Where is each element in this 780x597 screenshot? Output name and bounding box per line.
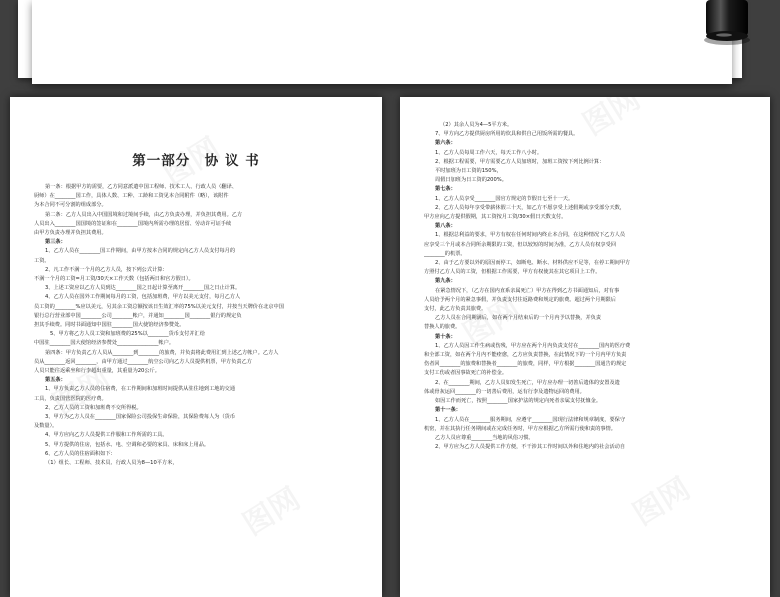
text-line: 员从________返回________，由甲方通过________航空公司向乙方人员提供机票，甲方负责乙方 — [34, 358, 252, 365]
text-line: 为本合同不可分割的组成部分。 — [34, 202, 107, 209]
text-line: 员工资的________%应以美元，另其余工资总额按该日生效汇率的75%以美元支付，并按当天牌价在北京中国 — [34, 303, 284, 310]
text-line: 及数量）。 — [34, 423, 58, 430]
text-line: 支付工伤或者因事故死亡的补偿金。 — [424, 370, 508, 377]
watermark — [623, 464, 697, 533]
text-line: 1、根据总利益的要求，甲方有权在任何时间内终止本合同，在这种情况下乙方人员 — [435, 232, 626, 239]
left-page-body — [34, 183, 358, 468]
text-line: 第二条：乙方人员出入中国国境和过境间手续，由乙方负责办理，并负担其费用。乙方 — [45, 211, 243, 218]
text-line: 如因工作而死亡，按照________国家护法的规定向死者亲属支付抚恤金。 — [435, 398, 602, 405]
article-heading: 第十一条： — [435, 407, 461, 414]
text-line: 2、凡工作不满一个月的乙方人员，按下列公式计算： — [45, 266, 168, 273]
text-line: 周假日加班为日工资的200%。 — [435, 177, 507, 184]
text-line: 由甲方负责办理并负担其费用。 — [34, 230, 107, 237]
right-page-body — [424, 121, 746, 452]
text-line: 第四条：甲方负责乙方人员从________到________的旅费，并负责将此费用汇到上述乙方帐户。乙方人 — [45, 349, 279, 356]
text-line: 甲方应向乙方提供假期，其工资按月工资/30×假日天数支付。 — [424, 214, 567, 221]
text-line: 人员出入________国国境的签证和在________国境内所需办理的居留、劳动许可证手续 — [34, 220, 232, 227]
text-line: 2、乙方人员的工资和加班费不交所得税。 — [45, 404, 142, 411]
text-line: 应享受三个月或本合同所余期限的工资，但以较短的时间为准，乙方人员有权享受回 — [424, 241, 616, 248]
text-line: 3、甲方为乙方人员在________国家保险公司投保生命保险，其保险费每人为（货币 — [45, 414, 236, 421]
text-line: 3、上述工资应以乙方人员到达________国之日起计算至离开________国之日止计算。 — [45, 285, 241, 292]
text-line: 4、乙方人员在国外工作期间每月的工资，包括加班费，甲方以美元支付，每月乙方人 — [45, 294, 241, 301]
text-line: 第一条：根据甲方的需要，乙方同意派遣中国工程师、技术工人、行政人员（翻译、 — [45, 184, 237, 190]
text-line: 1、乙方人员享受________国官方规定的节假日七至十一天。 — [435, 195, 574, 202]
text-line: 在紧急情况下，（乙方在国内直系亲属死亡）甲方在得到乙方书面通知后，对有事 — [435, 287, 620, 294]
text-line: 2、根据工程需要，甲方需要乙方人员加班时，加班工资按下列比例计算： — [435, 158, 605, 165]
text-line: 2、乙方人员每年享受带薪休假三十天，如乙方不愿享受上述假期或享受部分天数， — [435, 204, 626, 211]
article-heading: 第八条： — [435, 223, 456, 230]
pen-icon — [700, 0, 752, 46]
text-line: 体或骨灰运回________的一切善后费用，运有行李及遗物运回的费用。 — [424, 388, 585, 395]
text-line: 2、甲方应为乙方人员提供工作方便，不干涉其工作时间以外和住地内的社会活动自 — [435, 444, 626, 451]
article-heading: 第六条： — [435, 140, 456, 147]
document-page-right — [400, 97, 770, 597]
document-title: 第一部分 协 议 书 — [132, 153, 260, 169]
text-line: 担其手续费。同时书面通知中国驻________国大使馆经济参赞处。 — [34, 322, 185, 329]
text-line: 伤者回________的旅费和替换者________的旅费，同样，甲方根据________国通告的规定 — [424, 361, 627, 368]
text-line: 人员只能往返乘坐和行李超出重量，其重量为20公斤。 — [34, 368, 160, 375]
text-line: 中国驻________国大使馆经济参赞处________________帐户。 — [34, 340, 175, 347]
text-line: 1、乙方人员因工作生病或伤残，甲方应在两个月内负责支付在________国内的医疗费 — [435, 342, 631, 349]
text-line: 和全部工资，如在两个月内不能痊愈，乙方应负责替换，在此情况下的一个月内甲方负责 — [424, 352, 627, 359]
text-line: ________的机票。 — [424, 250, 466, 257]
article-heading: 第九条： — [435, 278, 456, 285]
text-line: 支付，此乙方负责其旅费。 — [424, 306, 487, 313]
text-line: 不满一个月的工资=月工资/30天×工作天数（包括两日和官方假日）。 — [34, 276, 194, 283]
text-line: 5、甲方提供的住房，包括水、电、空调和必要的家具、床和床上用品。 — [45, 441, 210, 448]
text-line: 2、在________期间，乙方人员如发生死亡，甲方应办理一切善后遗体的安置及遗 — [435, 379, 620, 386]
text-line: 乙方人员应尊重________当地的风俗习惯。 — [435, 434, 534, 441]
watermark — [233, 474, 307, 543]
text-line: 平时加班为日工资的150%， — [435, 168, 502, 175]
text-line: 人员给予两个月的紧急事假，并负责支付往返路费和规定的旅费。超过两个月期限后 — [424, 296, 616, 303]
text-line: 2、由于乙方要以外的原因而停工，如断电、断水、材料供应不足等，在停工期间甲方 — [435, 260, 631, 267]
text-line: 1、甲方负责乙方人员的住宿费，在工作期间和加班时间提供从驻住地到工地的交通 — [45, 386, 236, 393]
text-line: 乙方人员在合同期满后，如在两个月结束后的一个月内予以替换，并负责 — [435, 315, 602, 322]
text-line: 7、甲方向乙方提供厨房所用的炊具和供自己用饭所需的餐具。 — [435, 131, 579, 138]
text-line: 方照付乙方人员的工资，但根据工作需要，甲方有权使其在其它项目上工作。 — [424, 269, 601, 276]
article-heading: 第七条： — [435, 186, 456, 193]
text-line: 银行总行营业部中国________公司________帐户，并通知________国________银行的规定负 — [34, 312, 242, 319]
text-line: 厨师）在________国工作，具体人数、工种、工龄和工资见本合同附件（略），该附件 — [34, 193, 229, 200]
text-line: 工资。 — [34, 257, 50, 264]
text-line: 1、乙方人员每周工作六天，每天工作八小时。 — [435, 149, 543, 156]
text-line: 工具，负责国营医院的医疗费。 — [34, 395, 107, 402]
background-sheet-top — [32, 0, 732, 84]
article-heading: 第三条： — [45, 239, 66, 246]
text-line: 机密，并在其执行任务期间或在完成任务时，甲方应根据乙方所需行使和责的事情。 — [424, 425, 616, 432]
text-line: 1、乙方人员在________国工作期间，由甲方按本合同的规定向乙方人员支付每月的 — [45, 248, 236, 255]
text-line: 4、甲方应向乙方人员提供工作服和工作所需的工具。 — [45, 432, 168, 439]
document-page-left — [10, 97, 382, 597]
text-line: 替换人的旅费。 — [424, 324, 461, 331]
text-line: （2）其余人员为4—5平方米。 — [440, 122, 513, 128]
text-line: 5、甲方将乙方人员工资和加班费的25%以________货币支付并汇给 — [50, 331, 205, 338]
article-heading: 第十条： — [435, 333, 456, 340]
text-line: （1）组长、工程师、技术员、行政人员为8—10平方米， — [45, 460, 178, 467]
text-line: 6、乙方人员的住宿面积如下： — [45, 450, 116, 457]
article-heading: 第五条： — [45, 377, 66, 384]
text-line: 1、乙方人员在________服务期间，应遵守________国现行法律和规章制度，要保守 — [435, 416, 626, 423]
